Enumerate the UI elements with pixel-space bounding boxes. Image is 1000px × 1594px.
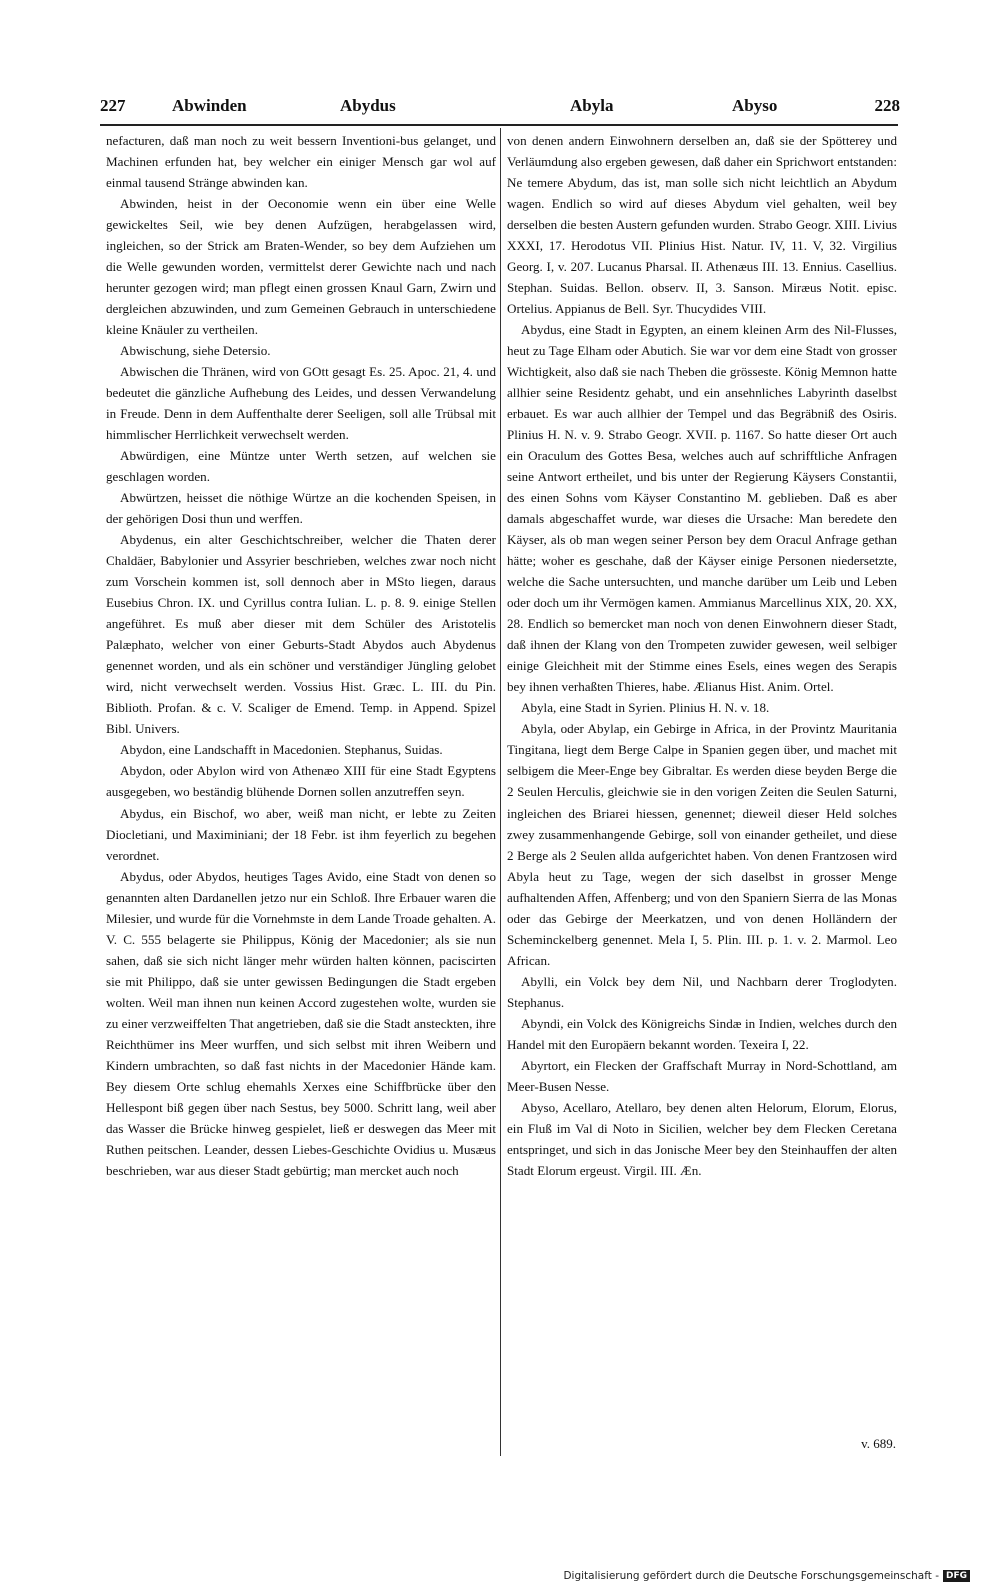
dfg-logo: DFG: [943, 1570, 970, 1582]
dictionary-entry: Abydenus, ein alter Geschichtschreiber, welcher die Thaten derer Chaldäer, Babylonier und Assyrier beschrieben, welches zwar noch nicht zum Vorschein kommen ist, soll dennoch aber in MSto liegen, daraus Eusebius Chron. IX. und Cyrillus contra Iulian. L. p. 8. 9. einige Stellen angeführet. Es muß aber dieser mit dem Schüler des Aristotelis Palæphato, welcher von einer Geburts-Stadt Abydos auch Abydenus genennet worden, und als ein schöner und verständiger Jüngling gelobet wird, nicht verwechselt werden. Vossius Hist. Græc. L. III. du Pin. Biblioth. Profan. & c. V. Scaliger de Emend. Temp. in Append. Spizel Bibl. Univers.: [106, 532, 496, 737]
page-number-left: 227: [100, 96, 126, 115]
header-headword-left-1: Abwinden: [172, 96, 247, 115]
dictionary-entry: von denen andern Einwohnern derselben an, daß sie der Spötterey und Verläumdung also ergeben gewesen, daß daher ein Sprichwort entstanden: Ne temere Abydum, das ist, man solle sich nicht leichtlich an Abydum wagen. Endlich so wird auf dieses Abydum viel gehalten, weil bey derselben die besten Austern gefunden wurden. Strabo Geogr. XIII. Livius XXXI, 17. Herodotus VII. Plinius Hist. Natur. IV, 11. V, 32. Virgilius Georg. I, v. 207. Lucanus Pharsal. II. Athenæus III. 13. Ennius. Casellius. Stephan. Suidas. Bellon. observ. II, 3. Sanson. Miræus Notit. episc. Ortelius. Appianus de Bell. Syr. Thucydides VIII.: [507, 133, 897, 317]
running-header: [100, 92, 900, 124]
dictionary-entry: Abwinden, heist in der Oeconomie wenn ein über eine Welle gewickeltes Seil, wie bey denen Aufzügen, herabgelassen wird, ingleichen, so der Strick am Braten-Wender, so bey dem Aufziehen um die Welle gewunden worden, vermittelst derer Gewichte nach und nach herunter gezogen wird; man pflegt einen grossen Knaul Garn, Zwirn und dergleichen abzuwinden, und zum Gemeinen Gebrauch in unterschiedene kleine Knäuler zu vertheilen.: [106, 196, 496, 338]
dictionary-entry: Abylli, ein Volck bey dem Nil, und Nachbarn derer Troglodyten. Stephanus.: [507, 973, 897, 1010]
header-headword-right-1: Abyla: [570, 96, 614, 115]
column-divider: [500, 128, 501, 1456]
dictionary-entry: Abyla, oder Abylap, ein Gebirge in Africa, in der Provintz Mauritania Tingitana, liegt dem Berge Calpe in Spanien gegen über, und machet mit selbigem die Meer-Enge bey Gibraltar. Es werden diese beyden Berge die 2 Seulen Herculis, gleichwie sie in den vorigen Zeiten die Seulen Saturni, ingleichen des Briarei hiessen, genennet; dieweil dieser Held solches zwey zusammenhangende Gebirge, soll von einander getheilet, und diese 2 Berge als 2 Seulen allda aufgerichtet haben. Von denen Frantzosen wird Abyla heut zu Tage, wegen der sich daselbst in grosser Menge aufhaltenden Affen, Affenberg; und von den Spaniern Sierra de las Monas oder das Gebirge der Meerkatzen, und von denen Holländern der Scheminckelberg genennet. Mela I, 5. Plin. III. p. 1. v. 2. Marmol. Leo African.: [507, 721, 897, 968]
footer-text: Digitalisierung gefördert durch die Deutsche Forschungsgemeinschaft -: [563, 1570, 939, 1582]
dictionary-entry: Abyla, eine Stadt in Syrien. Plinius H. N. v. 18.: [521, 700, 770, 716]
right-column: [507, 130, 897, 1458]
left-column: [106, 130, 496, 1458]
catchword: v. 689.: [861, 1436, 896, 1451]
dictionary-entry: Abyrtort, ein Flecken der Graffschaft Murray in Nord-Schottland, am Meer-Busen Nesse.: [507, 1057, 897, 1094]
header-headword-left-2: Abydus: [340, 96, 396, 115]
header-rule: [100, 124, 898, 126]
dictionary-entry: Abydus, eine Stadt in Egypten, an einem kleinen Arm des Nil-Flusses, heut zu Tage Elham oder Abutich. Sie war vor dem eine Stadt von grosser Wichtigkeit, also daß sie nach Theben die grösseste. König Memnon hatte allhier seine Residentz gehabt, und ein ansehnliches Labyrinth daselbst erbauet. Es war auch allhier der Tempel und das Begräbniß des Osiris. Plinius H. N. v. 9. Strabo Geogr. XVII. p. 1167. So hatte dieser Ort auch ein Oraculum des Gottes Besa, welches auch auf schrifftliche Anfragen seine Antwort ertheilet, und bis unter der Regierung Käysers Constantii, des einen Sohns vom Käyser Constantino M. geblieben. Daß es aber damals abgeschaffet wurde, war dieses die Ursache: Man beredete den Käyser, als ob man wegen seiner Person bey dem Oracul Anfrage gethan hätte; woher es geschahe, daß der Käyser einige Personen niedersetzte, welche die Sache untersuchten, und manche darüber um Leib und Leben oder doch um ihr Vermögen kamen. Ammianus Marcellinus XIX, 20. XX, 28. Endlich so bemercket man noch von denen Einwohnern dieser Stadt, daß ihnen der Klang von den Trompeten zuwider gewesen, weil selbiger einige Gleichheit mit der Stimme eines Esels, eines wegen des Serapis bey ihnen verhaßten Thieres, habe. Ælianus Hist. Anim. Ortel.: [507, 322, 897, 695]
dictionary-entry: Abyndi, ein Volck des Königreichs Sindæ in Indien, welches durch den Handel mit den Europäern bekannt worden. Texeira I, 22.: [507, 1015, 897, 1052]
dictionary-entry: Abydus, oder Abydos, heutiges Tages Avido, eine Stadt von denen so genannten alten Dardanellen jetzo nur ein Schloß. Ihre Erbauer waren die Milesier, und wurde für die Vornehmste in dem Lande Troade gehalten. A. V. C. 555 belagerte sie Philippus, König der Macedonier; als sie nun sahen, daß sie sich nicht länger mehr würden halten können, paciscirten sie mit Philippo, daß sie unter gewissen Bedingungen die Stadt ergeben wolten. Weil man ihnen nun keinen Accord zugestehen wolte, wurden sie zu einer verzweiffelten That angetrieben, daß sie die Stadt ansteckten, ihre Reichthümer ins Meer wurffen, und sich selbst mit ihren Weibern und Kindern umbrachten, so daß fast nichts in der Macedonier Hände kam. Bey diesem Orte schlug ehemahls Xerxes eine Schiffbrücke über den Hellespont biß gegen über nach Sestus, bey 5000. Schritt lang, weil aber das Wasser die Brücke hinweg gespielet, ließ er deswegen das Meer mit Ruthen peitschen. Leander, dessen Liebes-Geschichte Ovidius u. Musæus beschrieben, war aus dieser Stadt gebürtig; man mercket auch noch: [106, 868, 496, 1178]
dictionary-entry: Abydon, eine Landschafft in Macedonien. Stephanus, Suidas.: [120, 742, 443, 758]
footer: [563, 1570, 970, 1582]
dictionary-entry: Abwischen die Thränen, wird von GOtt gesagt Es. 25. Apoc. 21, 4. und bedeutet die gänzliche Aufhebung des Leides, und dessen Verwandelung in Freude. Denn in dem Auffenthalte derer Seeligen, soll alle Trübsal mit himmlischer Herrlichkeit verwechselt werden.: [106, 364, 496, 443]
page-number-right: 228: [874, 96, 900, 115]
dictionary-entry: Abydon, oder Abylon wird von Athenæo XIII für eine Stadt Egyptens ausgegeben, wo beständig blühende Dornen sollen anzutreffen seyn.: [106, 763, 496, 800]
dictionary-entry: Abwürtzen, heisset die nöthige Würtze an die kochenden Speisen, in der gehörigen Dosi thun und werffen.: [106, 490, 496, 527]
dictionary-entry: Abwürdigen, eine Müntze unter Werth setzen, auf welchen sie geschlagen worden.: [106, 448, 496, 485]
dictionary-entry: Abydus, ein Bischof, wo aber, weiß man nicht, er lebte zu Zeiten Diocletiani, und Maximiniani; der 18 Febr. ist ihm feyerlich zu begehen verordnet.: [106, 805, 496, 863]
header-headword-right-2: Abyso: [732, 96, 778, 115]
dictionary-entry: Abyso, Acellaro, Atellaro, bey denen alten Helorum, Elorum, Elorus, ein Fluß im Val di Noto in Sicilien, welcher bey dem Flecken Ceretana entspringet, und sich in das Jonische Meer bey den Steinhauffen der alten Stadt Elorum ergeust. Virgil. III. Æn.: [507, 1099, 897, 1178]
dictionary-entry: Abwischung, siehe Detersio.: [120, 343, 271, 359]
dictionary-entry: nefacturen, daß man noch zu weit bessern Inventioni-bus gelanget, und Machinen erfunden hat, bey welcher ein einiger Mensch gar wol auf einmal tausend Stränge abwinden kan.: [106, 133, 496, 191]
